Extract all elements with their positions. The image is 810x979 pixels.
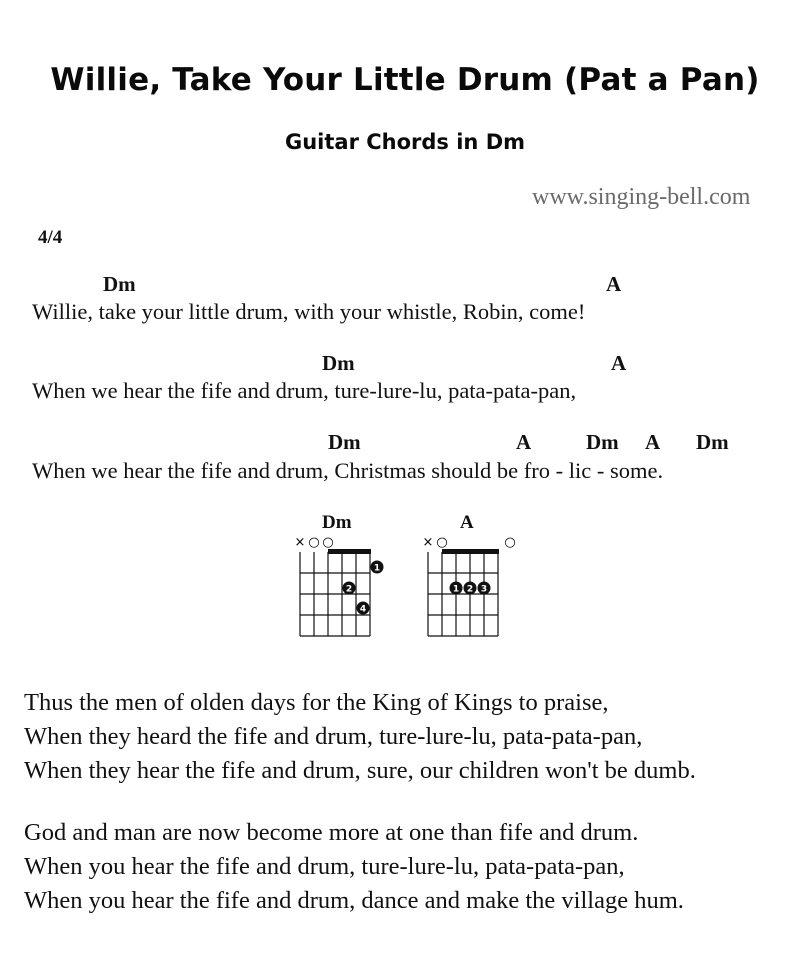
song-subtitle: Guitar Chords in Dm (284, 130, 526, 154)
website-link[interactable]: www.singing-bell.com (532, 184, 751, 210)
muted-string-mark: × (422, 535, 434, 550)
verse-line: God and man are now become more at one than fife and drum. (24, 819, 639, 846)
chord-label: A (516, 430, 532, 454)
finger-number: 2 (345, 584, 353, 595)
lyric-line: Willie, take your little drum, with your whistle, Robin, come! (32, 299, 586, 324)
chord-label: Dm (586, 430, 619, 454)
verse-line: When you hear the fife and drum, dance and make the village hum. (24, 887, 684, 914)
finger-number: 1 (452, 584, 460, 595)
verse-line: When they heard the fife and drum, ture-lure-lu, pata-pata-pan, (24, 723, 643, 750)
verse-line: When you hear the fife and drum, ture-lure-lu, pata-pata-pan, (24, 853, 625, 880)
open-string-mark: ○ (308, 535, 320, 550)
time-signature: 4/4 (38, 227, 63, 248)
finger-number: 3 (480, 584, 488, 595)
chord-label: A (611, 351, 627, 375)
finger-number: 1 (373, 563, 381, 574)
lyric-line: When we hear the fife and drum, Christmas should be fro - lic - some. (32, 458, 664, 483)
verse-line: When they hear the fife and drum, sure, our children won't be dumb. (24, 757, 696, 784)
chord-diagram-dm (290, 532, 395, 642)
open-string-mark: ○ (322, 535, 334, 550)
finger-number: 2 (466, 584, 474, 595)
chord-label: Dm (328, 430, 361, 454)
muted-string-mark: × (294, 535, 306, 550)
chord-diagram-name: A (460, 512, 474, 533)
open-string-mark: ○ (504, 535, 516, 550)
chord-label: A (606, 272, 622, 296)
lyric-line: When we hear the fife and drum, ture-lure-lu, pata-pata-pan, (32, 378, 577, 403)
open-string-mark: ○ (436, 535, 448, 550)
chord-label: Dm (696, 430, 729, 454)
chord-diagram-name: Dm (322, 512, 352, 533)
chord-label: Dm (322, 351, 355, 375)
song-title: Willie, Take Your Little Drum (Pat a Pan) (50, 62, 760, 98)
chord-label: Dm (103, 272, 136, 296)
chord-diagram-a (418, 532, 523, 642)
finger-number: 4 (359, 604, 367, 615)
verse-line: Thus the men of olden days for the King of Kings to praise, (24, 689, 609, 716)
chord-label: A (645, 430, 661, 454)
